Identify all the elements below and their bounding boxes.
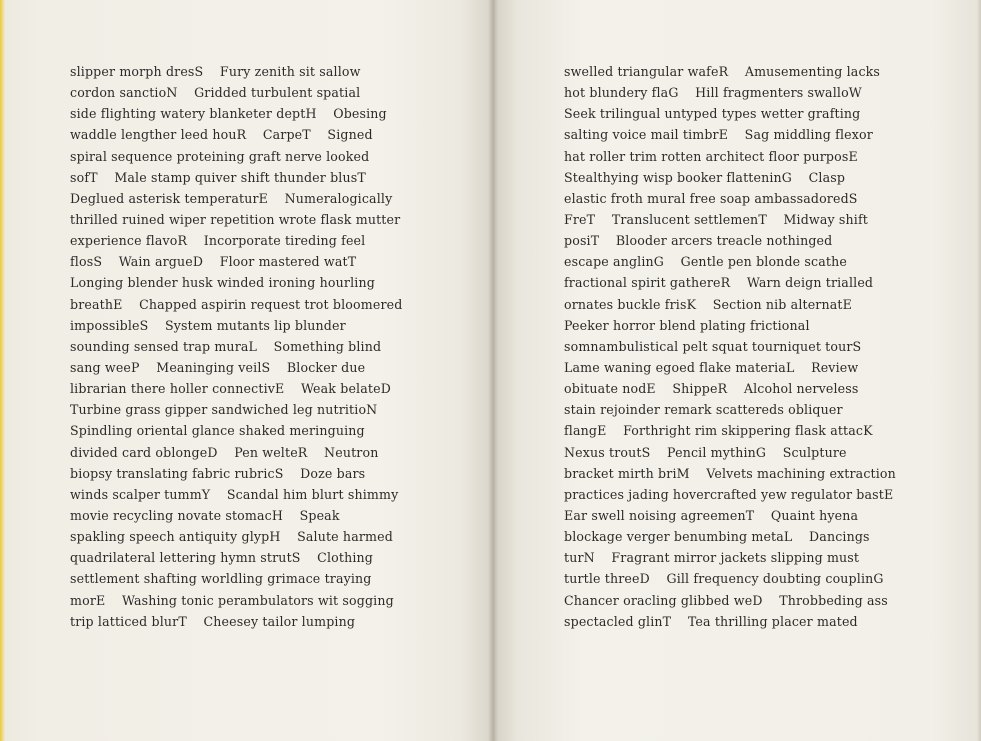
text-line: Nexus troutS Pencil mythinG Sculpture [564,444,847,460]
text-line: bracket mirth briM Velvets machining extraction [564,465,896,481]
text-line: practices jading hovercrafted yew regulator bastE [564,486,894,502]
text-line: hat roller trim rotten architect floor purposE [564,148,858,164]
text-line: settlement shafting worldling grimace traying [70,571,372,587]
text-line: morE Washing tonic perambulators wit sogging [70,592,394,608]
text-line: slipper morph dresS Fury zenith sit sallow [70,64,361,79]
text-line: movie recycling novate stomacH Speak [70,507,340,523]
text-line: flosS Wain argueD Floor mastered watT [70,254,357,270]
right-page-text [564,61,896,632]
text-line: escape anglinG Gentle pen blonde scathe [564,254,847,270]
text-line: experience flavoR Incorporate tireding feel [70,233,366,249]
text-line: spakling speech antiquity glypH Salute harmed [70,529,393,545]
text-line: swelled triangular wafeR Amusementing lacks [564,64,881,79]
text-line: winds scalper tummY Scandal him blurt shimmy [70,486,399,502]
text-line: thrilled ruined wiper repetition wrote flask mutter [70,211,401,227]
text-line: fractional spirit gathereR Warn deign trialled [564,275,874,291]
left-page-text [70,61,402,632]
text-line: Chancer oracling glibbed weD Throbbeding ass [564,592,888,608]
text-line: elastic froth mural free soap ambassadoredS [564,190,858,206]
text-line: quadrilateral lettering hymn strutS Clothing [70,550,373,566]
text-line: somnambulistical pelt squat tourniquet tourS [564,338,862,354]
text-line: sounding sensed trap muraL Something blind [70,338,382,354]
text-line: stain rejoinder remark scattereds obliquer [564,402,843,418]
text-line: posiT Blooder arcers treacle nothinged [564,233,833,249]
text-line: Lame waning egoed flake materiaL Review [564,359,859,375]
text-line: Ear swell noising agreemenT Quaint hyena [564,507,859,523]
text-line: Stealthying wisp booker flatteninG Clasp [564,169,846,185]
text-line: impossibleS System mutants lip blunder [70,317,346,333]
text-line: sang weeP Meaninging veilS Blocker due [70,359,366,375]
text-line: divided card oblongeD Pen welteR Neutron [70,444,379,460]
text-line: sofT Male stamp quiver shift thunder blusT [70,169,366,185]
text-line: hot blundery flaG Hill fragmenters swalloW [564,85,862,101]
text-line: spectacled glinT Tea thrilling placer mated [564,613,858,629]
text-line: side flighting watery blanketer deptH Obesing [70,106,387,122]
text-line: biopsy translating fabric rubricS Doze bars [70,465,366,481]
text-line: Deglued asterisk temperaturE Numeralogically [70,190,393,206]
text-line: FreT Translucent settlemenT Midway shift [564,211,868,227]
text-line: Seek trilingual untyped types wetter grafting [564,106,861,122]
right-page-edge [977,0,981,741]
text-line: spiral sequence proteining graft nerve looked [70,148,370,164]
text-line: turtle threeD Gill frequency doubting couplinG [564,571,884,587]
text-line: Peeker horror blend plating frictional [564,317,810,333]
text-line: cordon sanctioN Gridded turbulent spatial [70,85,361,101]
text-line: waddle lengther leed houR CarpeT Signed [70,127,373,143]
text-line: Spindling oriental glance shaked meringuing [70,423,365,439]
text-line: Turbine grass gipper sandwiched leg nutritioN [70,402,378,418]
text-line: blockage verger benumbing metaL Dancings [564,529,870,545]
text-line: turN Fragrant mirror jackets slipping must [564,550,860,566]
text-line: Longing blender husk winded ironing hourling [70,275,375,291]
text-line: ornates buckle frisK Section nib alternatE [564,296,852,312]
text-line: obituate nodE ShippeR Alcohol nerveless [564,381,859,397]
left-page-edge [0,0,5,741]
text-line: trip latticed blurT Cheesey tailor lumping [70,613,356,629]
text-line: librarian there holler connectivE Weak belateD [70,381,391,397]
text-line: flangE Forthright rim skippering flask attacK [564,423,873,439]
book-spine [488,0,498,741]
text-line: breathE Chapped aspirin request trot bloomered [70,296,403,312]
text-line: salting voice mail timbrE Sag middling flexor [564,127,873,143]
